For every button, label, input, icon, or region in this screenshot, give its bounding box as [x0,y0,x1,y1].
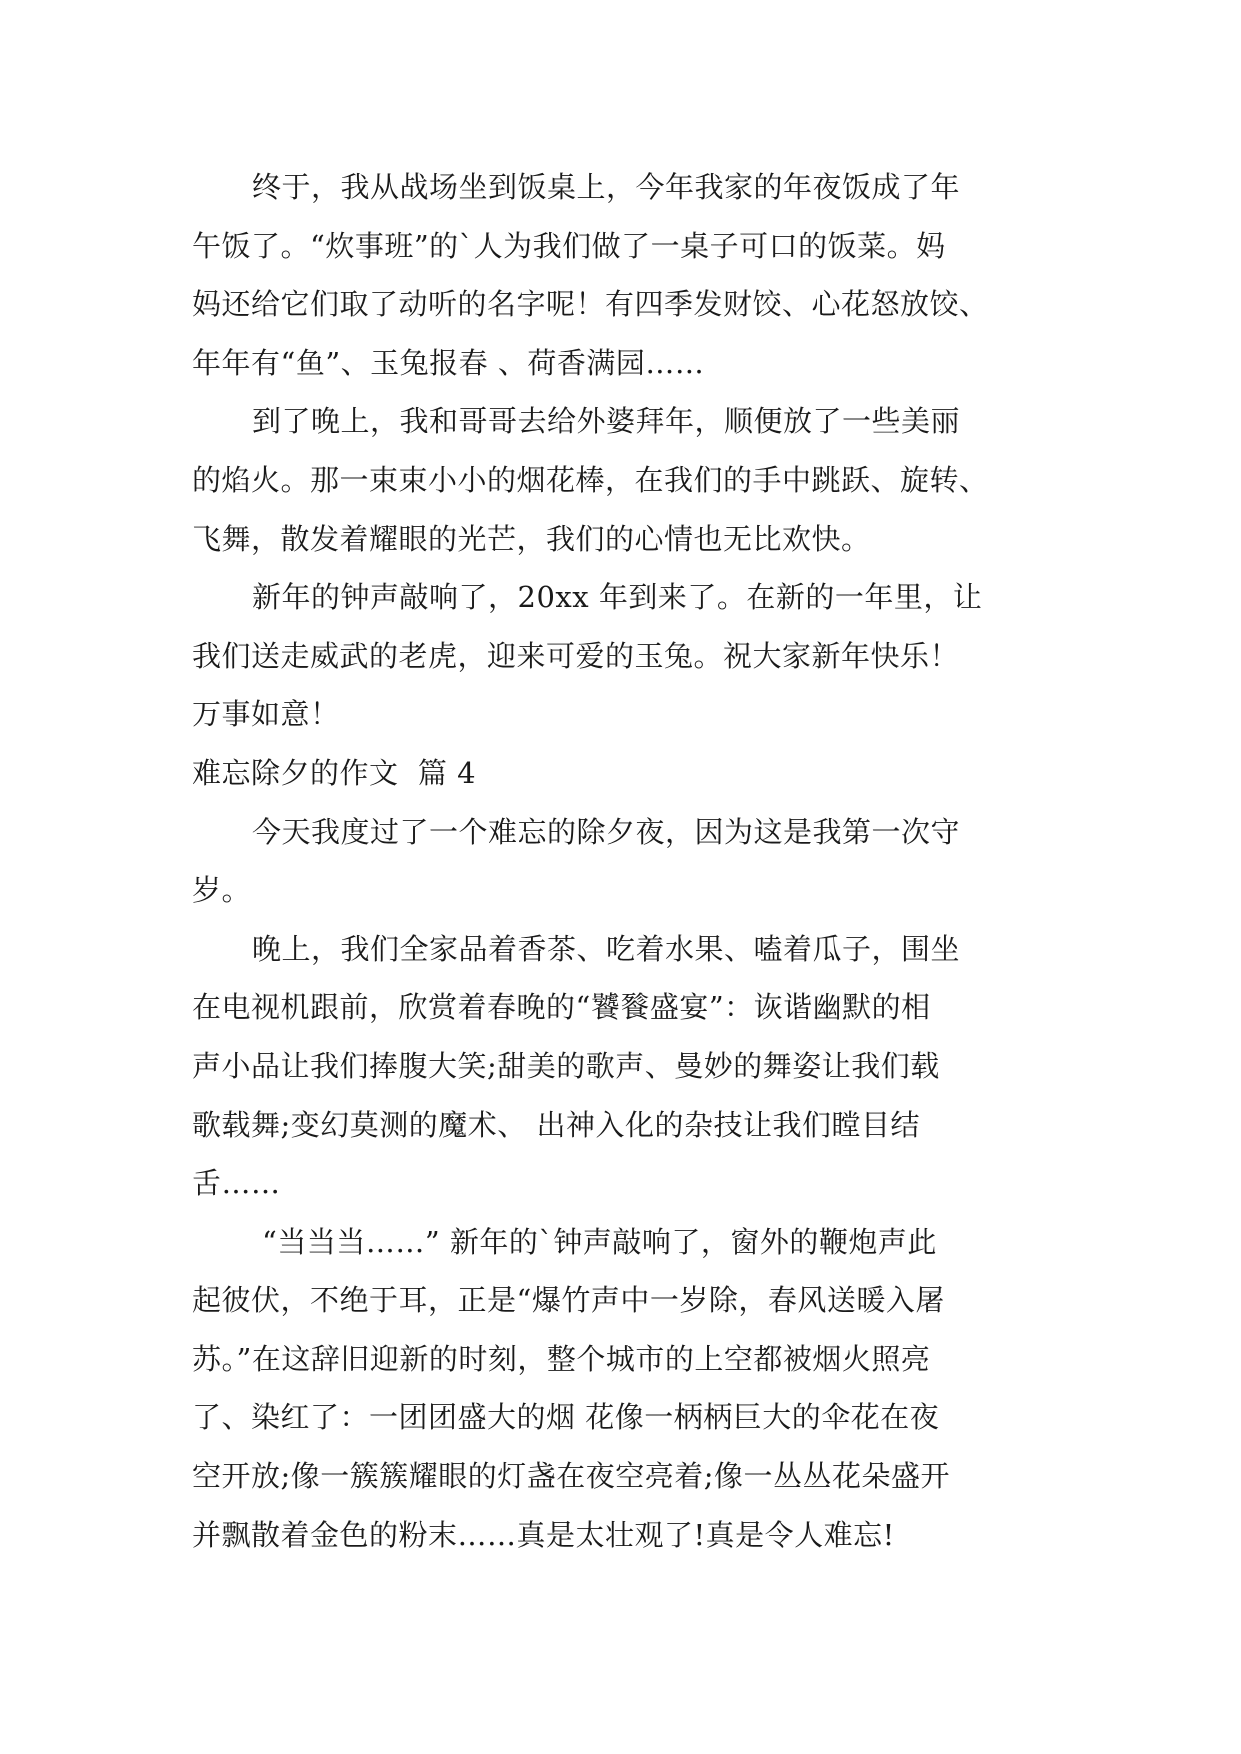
paragraph [192,568,1092,744]
text-line: 舌…… [192,1166,281,1201]
section-heading-text: 难忘除夕的作文 篇 4 [192,755,477,790]
paragraph [192,392,1092,568]
paragraph [192,920,1092,1213]
text-line: 午饭了。“炊事班”的`人为我们做了一桌子可口的饭菜。妈 [192,228,946,263]
text-line: 年年有“鱼”、玉兔报春 、荷香满园…… [192,345,705,380]
paragraph [192,158,1092,392]
text-line: 苏。”在这辞旧迎新的时刻，整个城市的上空都被烟火照亮 [192,1341,931,1376]
text-line: 新年的钟声敲响了，20xx 年到来了。在新的一年里，让 [252,580,983,615]
text-line: 并飘散着金色的粉末……真是太壮观了!真是令人难忘! [192,1517,895,1552]
text-line: 的焰火。那一束束小小的烟花棒，在我们的手中跳跃、旋转、 [192,462,989,497]
text-line: 空开放;像一簇簇耀眼的灯盏在夜空亮着;像一丛丛花朵盛开 [192,1459,951,1494]
text-line: 我们送走威武的老虎，迎来可爱的玉兔。祝大家新年快乐！ [192,638,960,673]
text-line: 今天我度过了一个难忘的除夕夜，因为这是我第一次守 [252,814,961,849]
paragraph [192,1213,1092,1565]
text-line: 岁。 [192,873,252,908]
section-heading [192,744,1092,803]
paragraph [192,803,1092,920]
text-line: 到了晚上，我和哥哥去给外婆拜年，顺便放了一些美丽 [252,404,961,439]
text-line: 飞舞，散发着耀眼的光芒，我们的心情也无比欢快。 [192,521,871,556]
text-line: 晚上，我们全家品着香茶、吃着水果、嗑着瓜子，围坐 [252,931,961,966]
text-line: 了、染红了：一团团盛大的烟 花像一柄柄巨大的伞花在夜 [192,1400,940,1435]
text-line: 在电视机跟前，欣赏着春晚的“饕餮盛宴”：诙谐幽默的相 [192,990,931,1025]
essay-body [192,158,1092,1564]
text-line: 声小品让我们捧腹大笑;甜美的歌声、曼妙的舞姿让我们载 [192,1048,940,1083]
text-line: 妈还给它们取了动听的名字呢！有四季发财饺、心花怒放饺、 [192,287,989,322]
text-line: 歌载舞;变幻莫测的魔术、 出神入化的杂技让我们瞠目结 [192,1107,920,1142]
text-line: 万事如意！ [192,697,340,732]
text-line: “当当当……” 新年的`钟声敲响了，窗外的鞭炮声此 [262,1224,937,1259]
text-line: 起彼伏，不绝于耳，正是“爆竹声中一岁除，春风送暖入屠 [192,1283,945,1318]
text-line: 终于，我从战场坐到饭桌上，今年我家的年夜饭成了年 [252,170,961,204]
